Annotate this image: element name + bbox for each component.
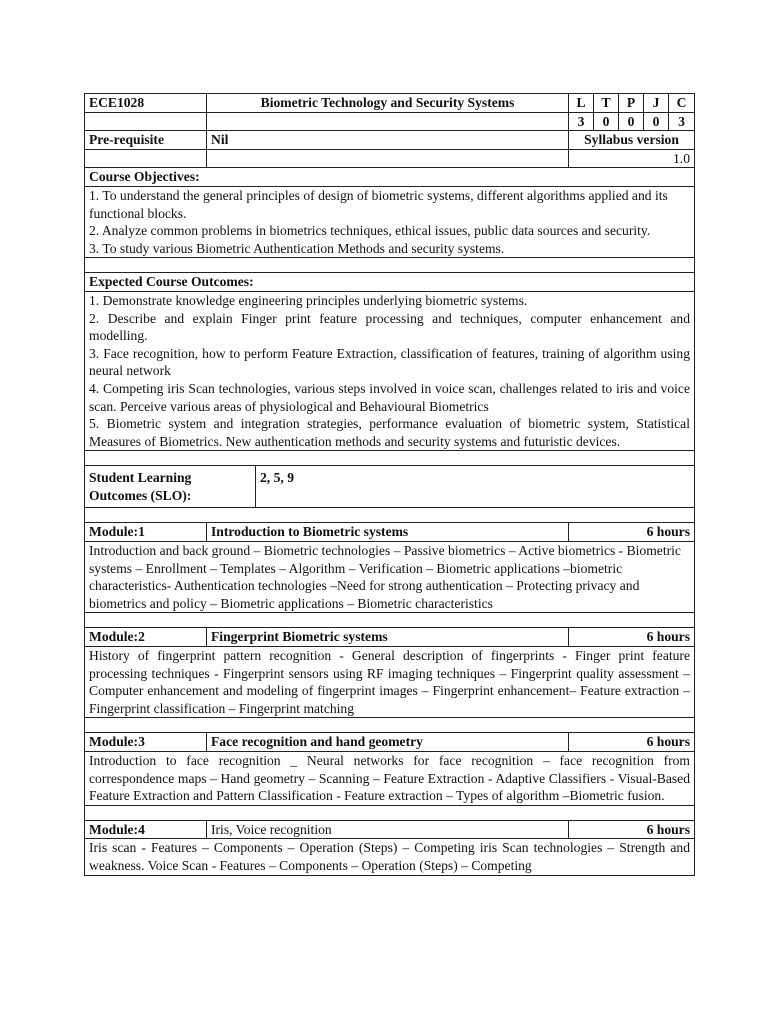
module-1-content: Introduction and back ground – Biometric technologies – Passive biometrics – Active biometrics - Biometric systems – Enrollment – Templates – Algorithm – Verification – Biometric applications –biometric characteristics- Authentication technologies –Need for strong authentication – Protecting privacy and biometrics and policy – Biometric applications – Biometric characteristics [85, 542, 695, 613]
spacer-row [85, 613, 695, 628]
outcome-item: 4. Competing iris Scan technologies, various steps involved in voice scan, challenges related to iris and voice scan. Perceive various areas of physiological and Behavioural Biometrics [89, 380, 690, 414]
module-2-title: Fingerprint Biometric systems [207, 628, 569, 647]
module-4-label: Module:4 [85, 820, 207, 839]
module-4-header-row [85, 820, 695, 839]
outcome-item: 1. Demonstrate knowledge engineering principles underlying biometric systems. [89, 292, 528, 308]
course-header-row [85, 94, 695, 113]
objectives-body [85, 186, 695, 257]
module-3-title: Face recognition and hand geometry [207, 733, 569, 752]
syllabus-version-row [85, 149, 695, 168]
spacer-row [85, 718, 695, 733]
outcomes-heading-row [85, 273, 695, 292]
module-2-header-row [85, 628, 695, 647]
outcomes-body-row [85, 291, 695, 450]
slo-value: 2, 5, 9 [256, 466, 695, 508]
prerequisite-label: Pre-requisite [85, 131, 207, 150]
syllabus-version-label: Syllabus version [569, 131, 695, 150]
module-4-title: Iris, Voice recognition [207, 820, 569, 839]
module-3-content: Introduction to face recognition _ Neural networks for face recognition – face recognition from correspondence maps – Hand geometry – Scanning – Feature Extraction - Adaptive Classifiers - Visual-Based Feature Extraction and Pattern Classification - Feature extraction – Types of algorithm –Biometric fusion. [85, 752, 695, 806]
module-3-content-row [85, 752, 695, 806]
slo-row [85, 466, 695, 508]
ltpjc-value-p: 0 [619, 112, 644, 131]
slo-label: Student Learning Outcomes (SLO): [85, 466, 256, 508]
spacer-row [85, 805, 695, 820]
ltpjc-label-j: J [644, 94, 669, 113]
outcome-item: 2. Describe and explain Finger print feature processing and techniques, computer enhancement and modelling. [89, 310, 690, 344]
outcome-item: 5. Biometric system and integration strategies, performance evaluation of biometric system, Statistical Measures of Biometrics. New authentication methods and security systems and futuristic devices. [89, 416, 690, 449]
ltpjc-label-t: T [594, 94, 619, 113]
module-1-title: Introduction to Biometric systems [207, 523, 569, 542]
outcomes-body [85, 291, 695, 450]
prerequisite-value: Nil [207, 131, 569, 150]
module-3-header-row [85, 733, 695, 752]
objective-item: 3. To study various Biometric Authentication Methods and security systems. [89, 240, 505, 256]
module-4-content: Iris scan - Features – Components – Operation (Steps) – Competing iris Scan technologies – Strength and weakness. Voice Scan - Features – Components – Operation (Steps) – Competing [85, 839, 695, 875]
objectives-body-row [85, 186, 695, 257]
spacer-row [85, 451, 695, 466]
prerequisite-row [85, 131, 695, 150]
ltpjc-values-row [85, 112, 695, 131]
module-1-hours: 6 hours [569, 523, 695, 542]
objective-item: 1. To understand the general principles of design of biometric systems, different algorithms applied and its functional blocks. [89, 187, 668, 221]
module-2-content-row [85, 647, 695, 718]
module-4-content-row [85, 839, 695, 875]
module-3-hours: 6 hours [569, 733, 695, 752]
course-code: ECE1028 [85, 94, 207, 113]
ltpjc-label-c: C [669, 94, 695, 113]
ltpjc-value-j: 0 [644, 112, 669, 131]
module-2-hours: 6 hours [569, 628, 695, 647]
module-1-content-row [85, 542, 695, 613]
ltpjc-label-p: P [619, 94, 644, 113]
module-1-header-row [85, 523, 695, 542]
spacer-row [85, 258, 695, 273]
syllabus-table [84, 93, 695, 876]
outcome-item: 3. Face recognition, how to perform Feature Extraction, classification of features, training of algorithm using neural network [89, 345, 690, 379]
module-2-label: Module:2 [85, 628, 207, 647]
ltpjc-value-l: 3 [569, 112, 594, 131]
course-title: Biometric Technology and Security Systems [207, 94, 569, 113]
ltpjc-label-l: L [569, 94, 594, 113]
module-1-label: Module:1 [85, 523, 207, 542]
module-4-hours: 6 hours [569, 820, 695, 839]
ltpjc-value-c: 3 [669, 112, 695, 131]
outcomes-heading: Expected Course Outcomes: [85, 273, 695, 292]
module-2-content: History of fingerprint pattern recognition - General description of fingerprints - Finger print feature processing techniques - Fingerprint sensors using RF imaging techniques – Fingerprint quality assessment – Computer enhancement and modeling of fingerprint images – Fingerprint enhancement– Feature extraction – Fingerprint classification – Fingerprint matching [85, 647, 695, 718]
objective-item: 2. Analyze common problems in biometrics techniques, ethical issues, public data sources and security. [89, 223, 651, 239]
objectives-heading: Course Objectives: [85, 168, 695, 187]
module-3-label: Module:3 [85, 733, 207, 752]
ltpjc-value-t: 0 [594, 112, 619, 131]
spacer-row [85, 508, 695, 523]
objectives-heading-row [85, 168, 695, 187]
syllabus-version-value: 1.0 [569, 149, 695, 168]
